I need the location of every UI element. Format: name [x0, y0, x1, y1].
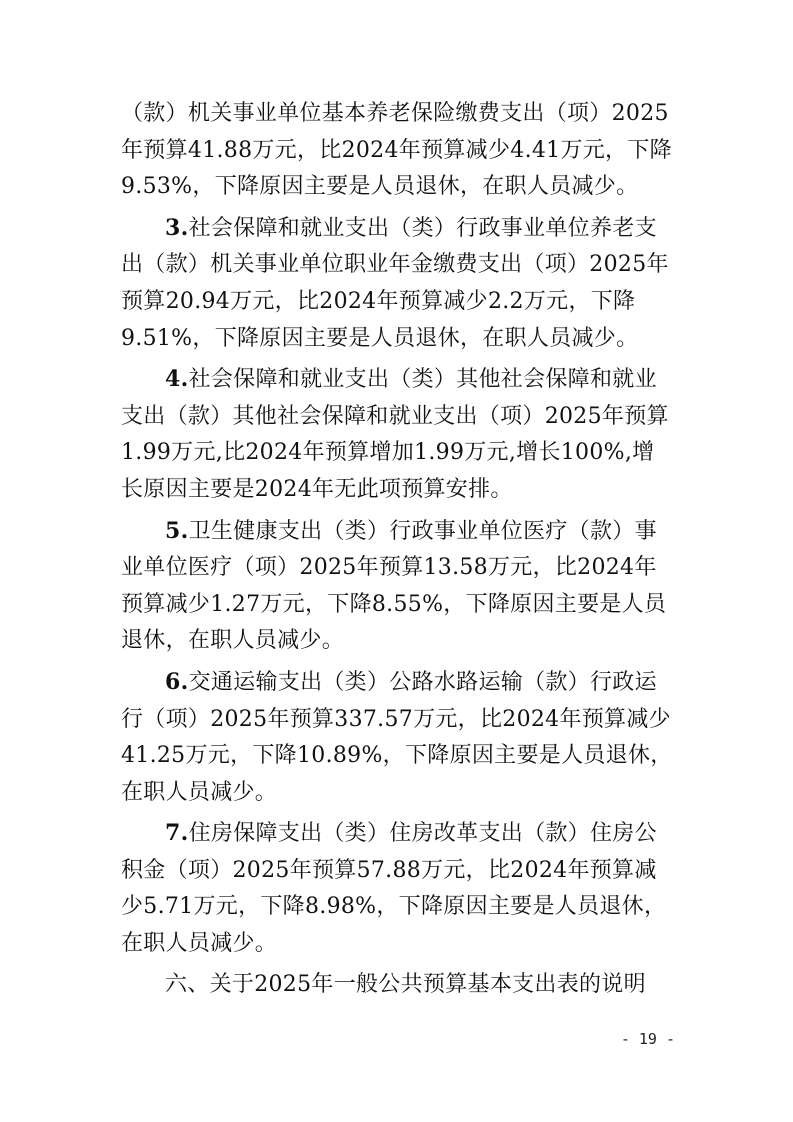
item-number: 3.	[165, 214, 189, 241]
paragraph-text: 卫生健康支出（类）行政事业单位医疗（款）事业单位医疗（项）2025年预算13.58万元，比2024年预算减少1.27万元，下降8.55%，下降原因主要是人员退休，在职人员减少。	[121, 518, 667, 654]
paragraph-text: （款）机关事业单位基本养老保险缴费支出（项）2025年预算41.88万元，比2024年预算减少4.41万元，下降9.53%，下降原因主要是人员退休，在职人员减少。	[121, 101, 672, 200]
section-heading: 六、关于2025年一般公共预算基本支出表的说明	[165, 971, 646, 997]
paragraph-text: 住房保障支出（类）住房改革支出（款）住房公积金（项）2025年预算57.88万元，比2024年预算减少5.71万元，下降8.98%，下降原因主要是人员退休，在职人员减少。	[121, 821, 667, 957]
item-number: 5.	[165, 517, 189, 544]
paragraph-5-health	[121, 513, 673, 660]
page-number: - 19 -	[620, 1030, 675, 1048]
paragraph-text: 交通运输支出（类）公路水路运输（款）行政运行（项）2025年预算337.57万元，比2024年预算减少41.25万元，下降10.89%，下降原因主要是人员退休，在职人员减少。	[121, 669, 673, 805]
item-number: 6.	[165, 668, 189, 695]
item-number: 7.	[165, 820, 189, 847]
paragraph-text: 社会保障和就业支出（类）其他社会保障和就业支出（款）其他社会保障和就业支出（项）2025年预算1.99万元,比2024年预算增加1.99万元,增长100%,增长原因主要是2024年无此项预算安排。	[121, 367, 669, 502]
paragraph-3-occupational-annuity	[121, 210, 673, 357]
item-number: 4.	[165, 366, 189, 393]
paragraph-pension-contribution	[121, 96, 673, 206]
document-body	[121, 96, 673, 1007]
paragraph-4-other-social-security	[121, 361, 673, 508]
paragraph-text: 社会保障和就业支出（类）行政事业单位养老支出（款）机关事业单位职业年金缴费支出（项）2025年预算20.94万元，比2024年预算减少2.2万元，下降9.51%，下降原因主要是人员退休，在职人员减少。	[121, 215, 669, 351]
paragraph-6-transport	[121, 664, 673, 811]
paragraph-7-housing	[121, 815, 673, 962]
